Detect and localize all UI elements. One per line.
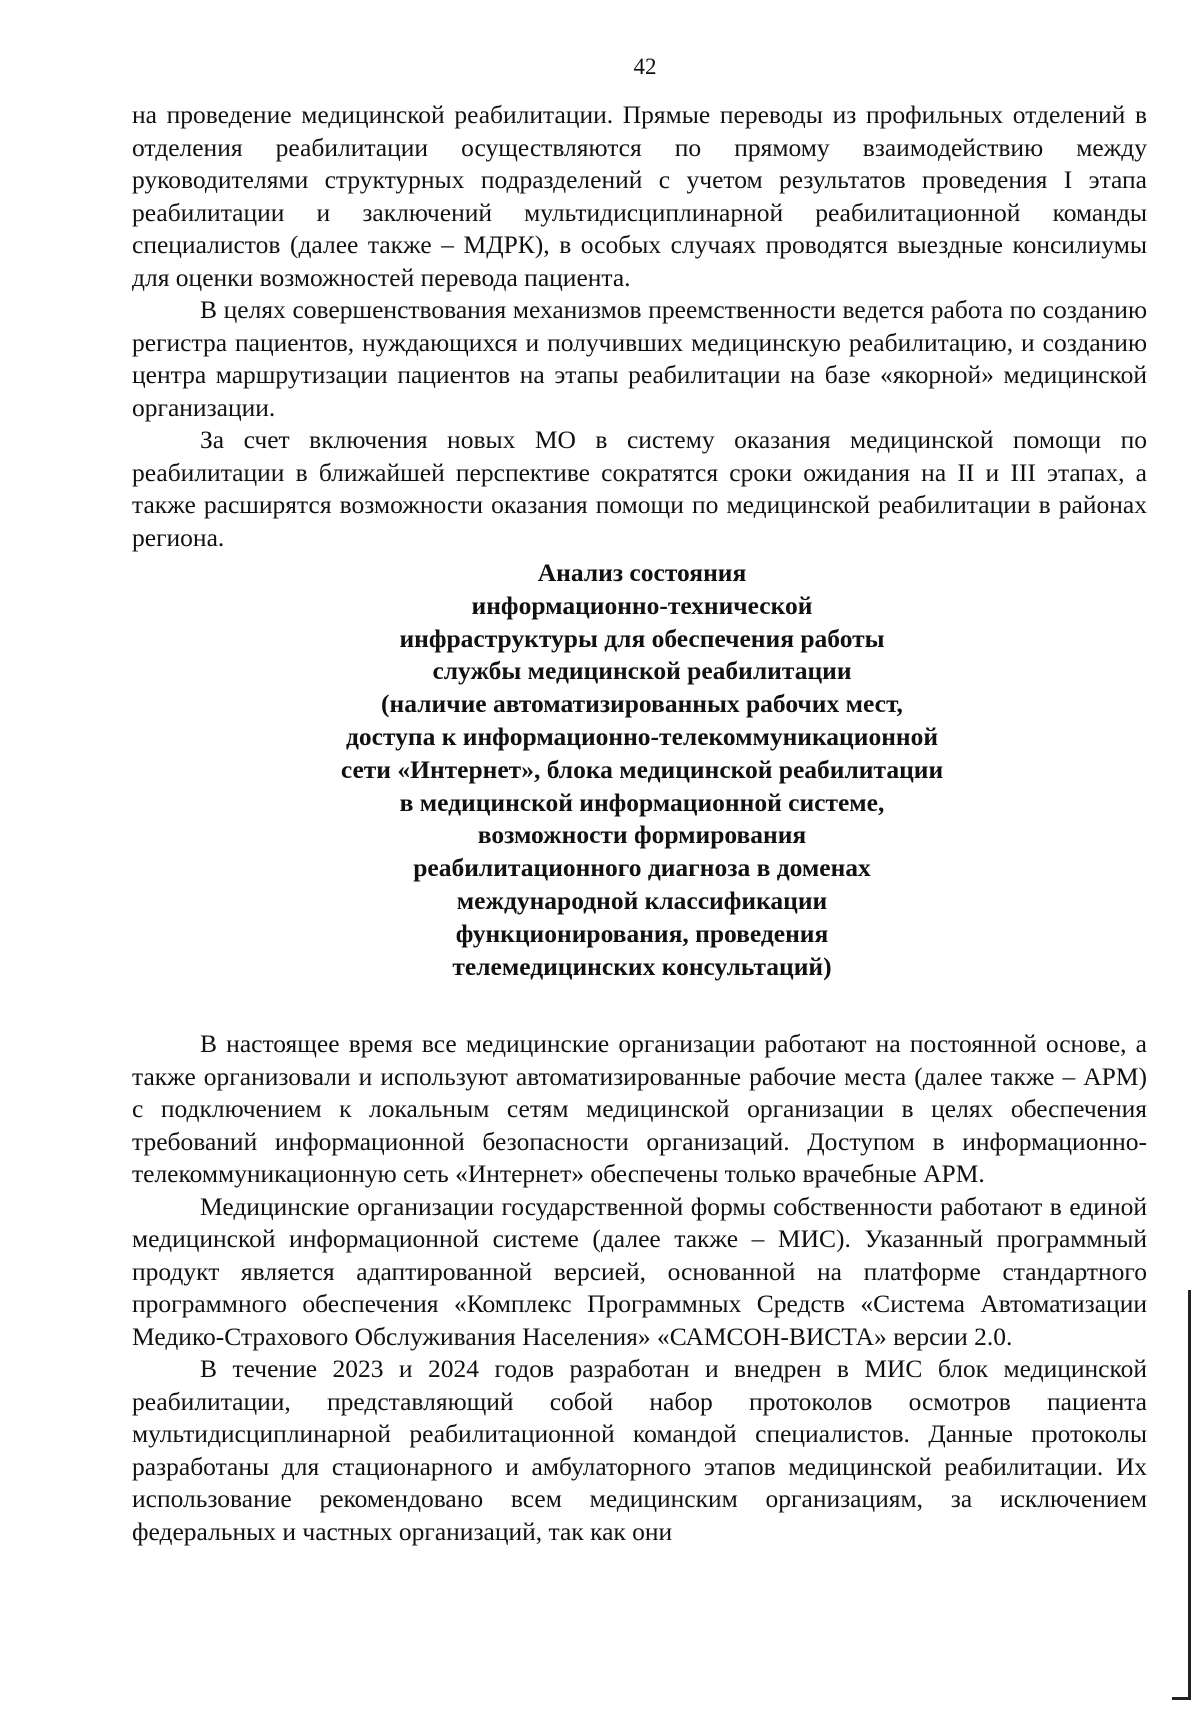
heading-line: Анализ состояния <box>537 558 747 587</box>
heading-line: реабилитационного диагноза в доменах <box>413 853 871 883</box>
heading-line: функционирования, проведения <box>455 918 829 948</box>
paragraph: В настоящее время все медицинские организации работают на постоянной основе, а также организовали и используют автоматизированные рабочие места (далее также – АРМ) с подключением к локальным сетям медицинской организации в целях обеспечения требований информационной безопасности организаций. Доступом в информационно-телекоммуникационную сеть «Интернет» обеспечены только врачебные АРМ. <box>132 1029 1147 1189</box>
heading-line: (наличие автоматизированных рабочих мест, <box>381 689 903 719</box>
scan-edge-line <box>1188 1290 1191 1700</box>
paragraph: на проведение медицинской реабилитации. Прямые переводы из профильных отделений в отделения реабилитации осуществляются по прямому взаимодействию между руководителями структурных подразделений с учетом результатов проведения I этапа реабилитации и заключений мультидисциплинарной реабилитационной команды специалистов (далее также – МДРК), в особых случаях проводятся выездные консилиумы для оценки возможностей перевода пациента. <box>132 100 1147 292</box>
paragraph: В целях совершенствования механизмов преемственности ведется работа по созданию регистра пациентов, нуждающихся и получивших медицинскую реабилитацию, и созданию центра маршрутизации пациентов на этапы реабилитации на базе «якорной» медицинской организации. <box>132 295 1147 422</box>
paragraph: За счет включения новых МО в систему оказания медицинской помощи по реабилитации в ближайшей перспективе сократятся сроки ожидания на II и III этапах, а также расширятся возможности оказания помощи по медицинской реабилитации в районах региона. <box>132 425 1147 552</box>
section-spacer <box>132 983 1147 1028</box>
heading-line: в медицинской информационной системе, <box>399 787 885 817</box>
heading-line: возможности формирования <box>477 820 807 850</box>
heading-line: информационно-технической <box>471 590 813 620</box>
section-heading <box>132 557 1147 983</box>
heading-line: службы медицинской реабилитации <box>432 656 852 686</box>
heading-line: инфраструктуры для обеспечения работы <box>399 623 885 653</box>
paragraph: Медицинские организации государственной формы собственности работают в единой медицинской информационной системе (далее также – МИС). Указанный программный продукт является адаптированной версией, основанной на платформе стандартного программного обеспечения «Комплекс Программных Средств «Система Автоматизации Медико-Страхового Обслуживания Населения» «САМСОН-ВИСТА» версии 2.0. <box>132 1191 1147 1351</box>
page-number: 42 <box>633 54 657 79</box>
heading-line: доступа к информационно-телекоммуникационной <box>345 721 939 751</box>
heading-line: международной классификации <box>456 885 828 915</box>
paragraph: В течение 2023 и 2024 годов разработан и внедрен в МИС блок медицинской реабилитации, представляющий собой набор протоколов осмотров пациента мультидисциплинарной реабилитационной командой специалистов. Данные протоколы разработаны для стационарного и амбулаторного этапов медицинской реабилитации. Их использование рекомендовано всем медицинским организациям, за исключением федеральных и частных организаций, так как они <box>132 1354 1147 1546</box>
heading-line: телемедицинских консультаций) <box>452 951 832 981</box>
scan-edge-corner <box>1172 1697 1191 1700</box>
heading-line: сети «Интернет», блока медицинской реабилитации <box>340 754 944 784</box>
document-body <box>132 99 1147 1548</box>
